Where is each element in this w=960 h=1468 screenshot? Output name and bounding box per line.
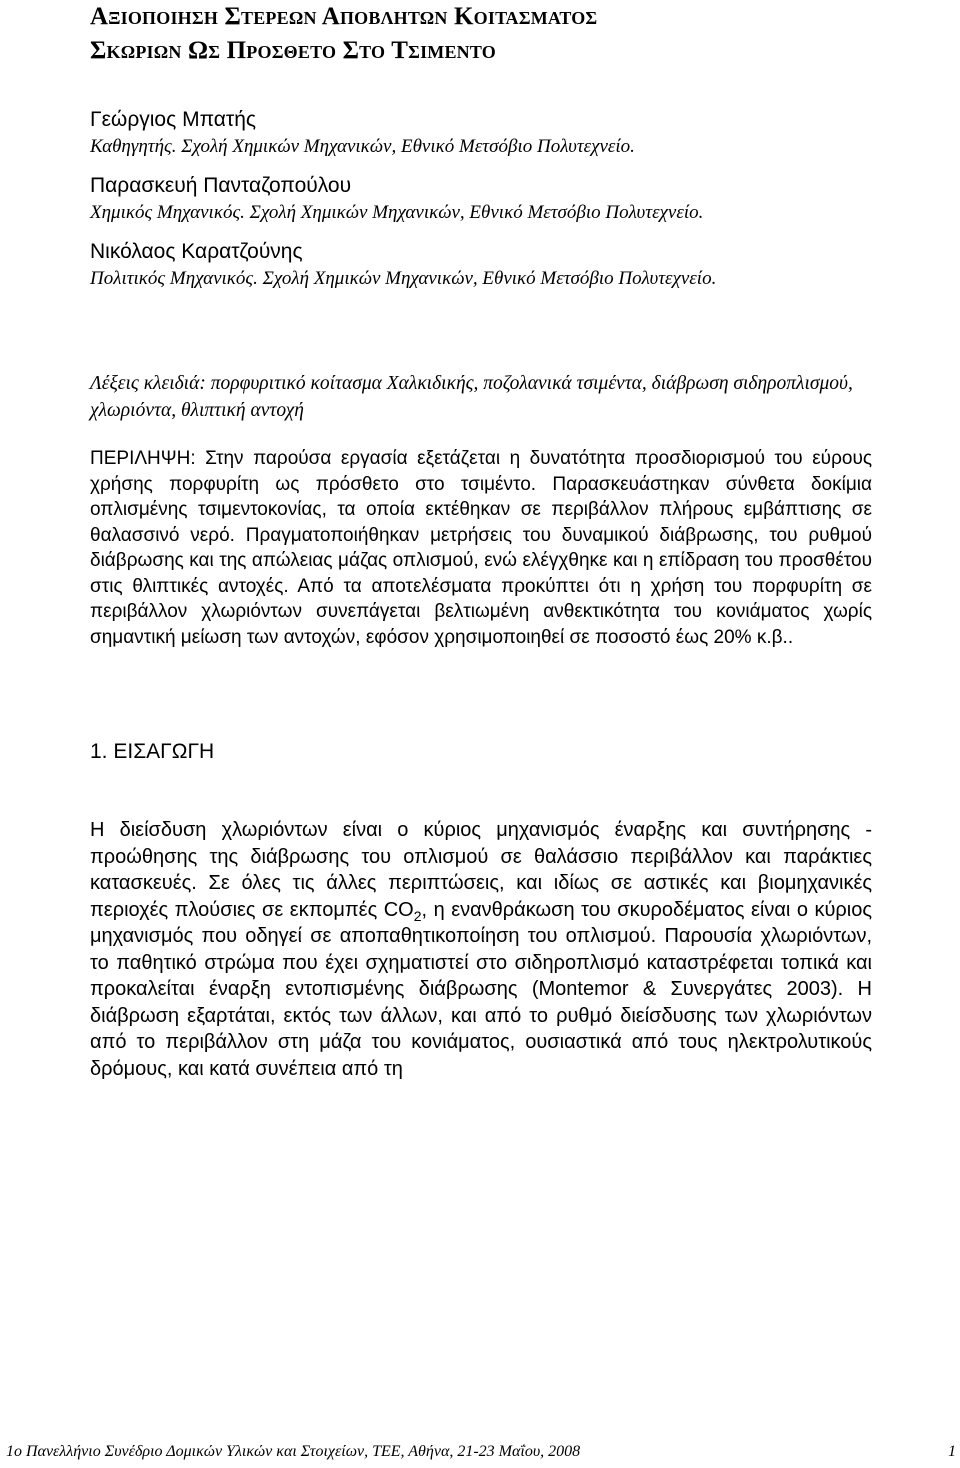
abstract: ΠΕΡΙΛΗΨΗ: Στην παρούσα εργασία εξετάζεται η δυνατότητα προσδιορισμού του εύρους χρήσης πορφυρίτη ως πρόσθετο στο τσιμέντο. Παρασκευάστηκαν σύνθετα δοκίμια οπλισμένης τσιμεντοκονίας, τα οποία εκτέθηκαν σε περιβάλλον πλήρους εμβάπτισης σε θαλασσινό νερό. Πραγματοποιήθηκαν μετρήσεις του δυναμικού διάβρωσης, του ρυθμού διάβρωσης και της απώλειας μάζας οπλισμού, ενώ ελέγχθηκε και η επίδραση του προσθέτου στις θλιπτικές αντοχές. Από τα αποτελέσματα προκύπτει ότι η χρήση του πορφυρίτη σε περιβάλλον χλωριόντων συνεπάγεται βελτιωμένη ανθεκτικότητα του κονιάματος χωρίς σημαντική μείωση των αντοχών, εφόσον χρησιμοποιηθεί σε ποσοστό έως 20% κ.β..	[90, 448, 872, 648]
title-line-2: Σκωριων Ως Προσθετο Στο Τσιμεντο	[90, 37, 496, 64]
page-number: 1	[948, 1443, 956, 1460]
author-entry	[90, 106, 890, 160]
title-line-1: Αξιοποιηση Στερεων Αποβλητων Κοιτασματος	[90, 3, 598, 30]
author-entry	[90, 238, 890, 292]
paper-title	[90, 0, 890, 68]
author-list	[90, 106, 890, 304]
body-text-part-2: , η ενανθράκωση του σκυροδέματος είναι ο κύριος μηχανισμός που οδηγεί σε αποπαθητικοποίηση του οπλισμού. Παρουσία χλωριόντων, το παθητικό στρώμα που έχει σχηματιστεί στο σιδηροπλισμό καταστρέφεται τοπικά και προκαλείται έναρξη εντοπισμένης διάβρωσης (Montemor & Συνεργάτες 2003). Η διάβρωση εξαρτάται, εκτός των άλλων, και από το ρυθμό διείσδυσης των χλωριόντων από το περιβάλλον στη μάζα του κονιάματος, ουσιαστικά από τους ηλεκτρολυτικούς δρόμους, και κατά συνέπεια από τη	[90, 898, 872, 1080]
author-affiliation: Πολιτικός Μηχανικός. Σχολή Χημικών Μηχανικών, Εθνικό Μετσόβιο Πολυτεχνείο.	[90, 268, 717, 289]
footer-text: 1ο Πανελλήνιο Συνέδριο Δομικών Υλικών και Στοιχείων, ΤΕΕ, Αθήνα, 21-23 Μαΐου, 2008	[6, 1443, 581, 1460]
body-text-part-1: Η διείσδυση χλωριόντων είναι ο κύριος μηχανισμός έναρξης και συντήρησης - προώθησης της διάβρωσης του οπλισμού σε θαλάσσιο περιβάλλον και παράκτιες κατασκευές. Σε όλες τις άλλες περιπτώσεις, και ιδίως σε αστικές και βιομηχανικές περιοχές πλούσιες σε εκπομπές CO	[90, 819, 872, 921]
author-name: Γεώργιος Μπατής	[90, 108, 256, 131]
author-entry	[90, 172, 890, 226]
body-paragraph	[90, 817, 872, 1082]
section-heading: 1. ΕΙΣΑΓΩΓΗ	[90, 740, 215, 763]
author-name: Παρασκευή Πανταζοπούλου	[90, 174, 352, 197]
keywords: Λέξεις κλειδιά: πορφυριτικό κοίτασμα Χαλκιδικής, ποζολανικά τσιμέντα, διάβρωση σιδηροπλισμού, χλωριόντα, θλιπτική αντοχή	[90, 373, 853, 421]
author-affiliation: Καθηγητής. Σχολή Χημικών Μηχανικών, Εθνικό Μετσόβιο Πολυτεχνείο.	[90, 136, 635, 157]
author-name: Νικόλαος Καρατζούνης	[90, 240, 303, 263]
co2-subscript: 2	[413, 907, 422, 924]
author-affiliation: Χημικός Μηχανικός. Σχολή Χημικών Μηχανικών, Εθνικό Μετσόβιο Πολυτεχνείο.	[90, 202, 704, 223]
